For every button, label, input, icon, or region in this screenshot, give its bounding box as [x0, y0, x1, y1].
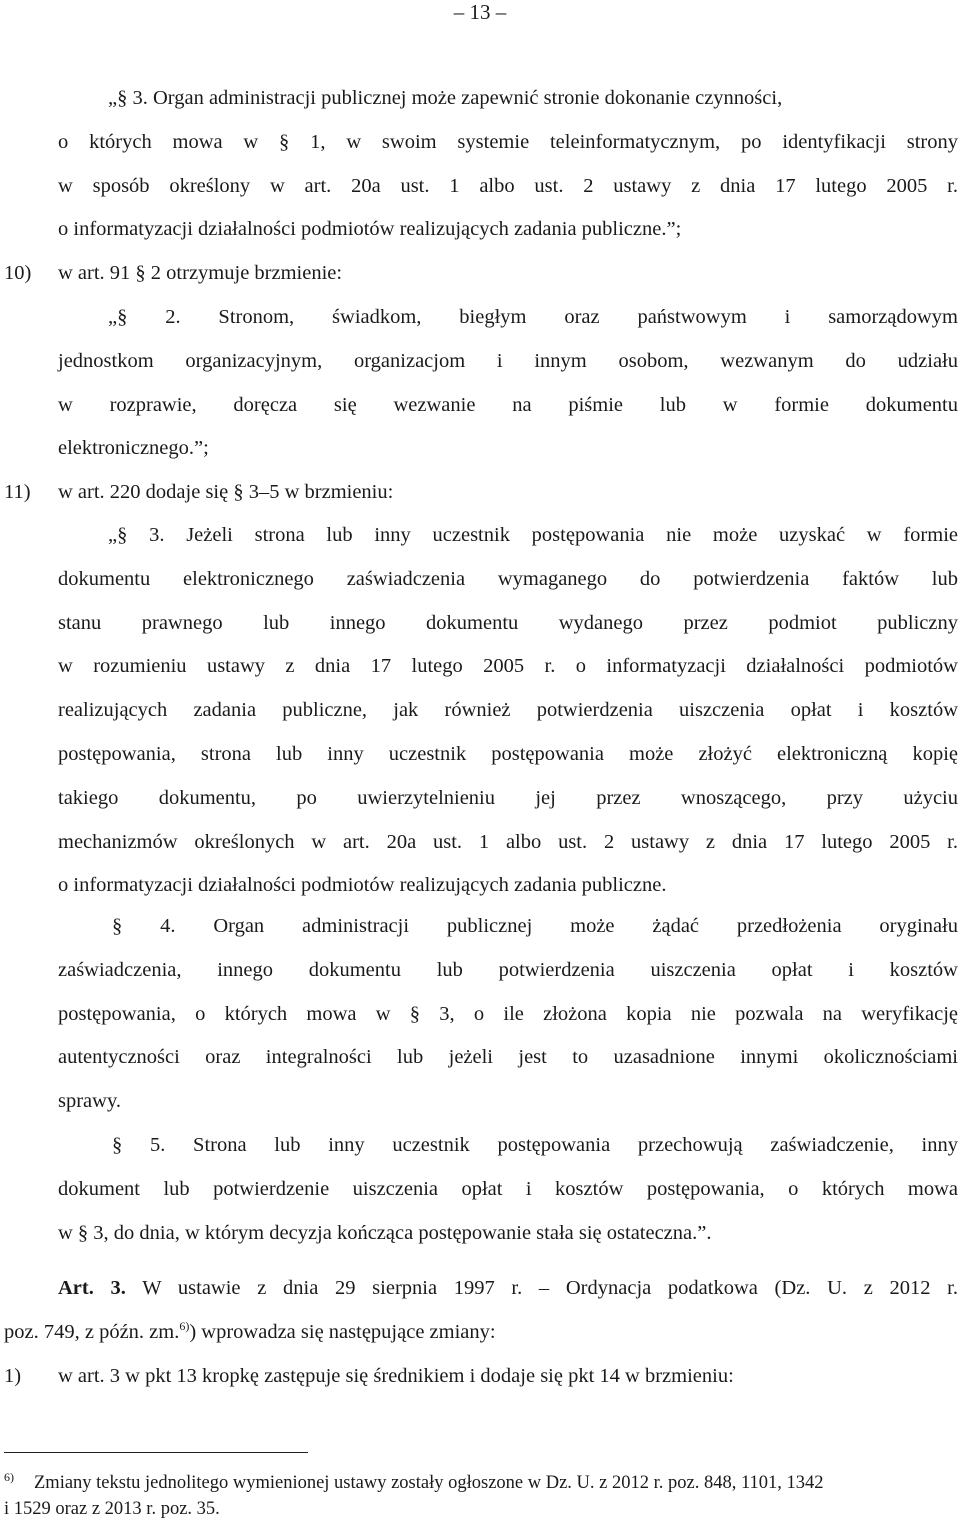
text-line: w § 3, do dnia, w którym decyzja kończąca postępowanie stała się ostateczna.”. — [58, 1221, 712, 1244]
footnote-ref: 6) — [179, 1319, 190, 1334]
text-line: w rozumieniu ustawy z dnia 17 lutego 2005 r. o informatyzacji działalności podmiotów — [58, 655, 958, 678]
footnote-line: Zmiany tekstu jednolitego wymienionej ustawy zostały ogłoszone w Dz. U. z 2012 r. poz. 848, 1101, 1342 — [34, 1473, 824, 1493]
item-1-text: w art. 3 w pkt 13 kropkę zastępuje się średnikiem i dodaje się pkt 14 w brzmieniu: — [58, 1365, 734, 1387]
text-line: takiego dokumentu, po uwierzytelnieniu jej przez wnoszącego, przy użyciu — [58, 786, 958, 809]
text-line: § 4. Organ administracji publicznej może żądać przedłożenia oryginału — [112, 915, 958, 937]
text-line: w rozprawie, doręcza się wezwanie na piśmie lub w formie dokumentu — [58, 393, 958, 416]
text-line: sprawy. — [58, 1090, 122, 1113]
text-line: realizujących zadania publiczne, jak również potwierdzenia uiszczenia opłat i kosztów — [58, 699, 958, 722]
footnote — [4, 1470, 956, 1522]
item-number: 1) — [4, 1365, 22, 1387]
text-line: o których mowa w § 1, w swoim systemie teleinformatycznym, po identyfikacji strony — [58, 130, 958, 153]
text-line: postępowania, o których mowa w § 3, o ile złożona kopia nie pozwala na weryfikację — [58, 1002, 958, 1025]
footnote-mark: 6) — [4, 1470, 14, 1484]
page-number: – 13 – — [453, 0, 507, 24]
text-line: dokument lub potwierdzenie uiszczenia opłat i kosztów postępowania, o których mowa — [58, 1177, 958, 1200]
footnote-line: i 1529 oraz z 2013 r. poz. 35. — [4, 1499, 220, 1519]
text-line: o informatyzacji działalności podmiotów realizujących zadania publiczne.”; — [58, 218, 682, 241]
text-line: § 5. Strona lub inny uczestnik postępowania przechowują zaświadczenie, inny — [112, 1134, 958, 1156]
text-line: o informatyzacji działalności podmiotów realizujących zadania publiczne. — [58, 874, 667, 897]
paragraph-s4 — [58, 905, 958, 1124]
text-line: jednostkom organizacyjnym, organizacjom i innym osobom, wezwanym do udziału — [58, 349, 958, 372]
text-line: stanu prawnego lub innego dokumentu wydanego przez podmiot publiczny — [58, 611, 958, 634]
text-line: „§ 3. Organ administracji publicznej może zapewnić stronie dokonanie czynności, — [108, 87, 783, 109]
text-line: w sposób określony w art. 20a ust. 1 albo ust. 2 ustawy z dnia 17 lutego 2005 r. — [58, 174, 958, 197]
footnote-separator — [4, 1452, 308, 1453]
art-3-text-end: ) wprowadza się następujące zmiany: — [189, 1321, 496, 1343]
text-line: „§ 2. Stronom, świadkom, biegłym oraz państwowym i samorządowym — [108, 306, 958, 328]
art-3-line-1 — [58, 1267, 958, 1311]
art-3-text: W ustawie z dnia 29 sierpnia 1997 r. – Ordynacja podatkowa (Dz. U. z 2012 r. — [142, 1277, 959, 1299]
paragraph-s2-stronom — [58, 296, 958, 471]
art-3-line-2 — [4, 1311, 956, 1355]
paragraph-s3-jezeli — [58, 514, 958, 908]
item-number: 10) — [4, 262, 32, 284]
art-3-text-cont: poz. 749, z późn. zm. — [4, 1321, 180, 1343]
text-line: postępowania, strona lub inny uczestnik postępowania może złożyć elektroniczną kopię — [58, 742, 958, 765]
article-label: Art. 3. — [58, 1277, 126, 1299]
text-line: dokumentu elektronicznego zaświadczenia wymaganego do potwierdzenia faktów lub — [58, 567, 958, 590]
text-line: zaświadczenia, innego dokumentu lub potwierdzenia uiszczenia opłat i kosztów — [58, 958, 958, 981]
item-number: 11) — [4, 481, 31, 503]
text-line: mechanizmów określonych w art. 20a ust. 1 albo ust. 2 ustawy z dnia 17 lutego 2005 r. — [58, 830, 958, 853]
text-line: elektronicznego.”; — [58, 437, 209, 460]
paragraph-s5 — [58, 1124, 958, 1255]
item-11-text: w art. 220 dodaje się § 3–5 w brzmieniu: — [58, 481, 394, 503]
text-line: „§ 3. Jeżeli strona lub inny uczestnik postępowania nie może uzyskać w formie — [108, 524, 958, 546]
text-line: autentyczności oraz integralności lub jeżeli jest to uzasadnione innymi okolicznościami — [58, 1046, 958, 1069]
item-10-text: w art. 91 § 2 otrzymuje brzmienie: — [58, 262, 343, 284]
paragraph-s3-organ — [58, 77, 958, 252]
